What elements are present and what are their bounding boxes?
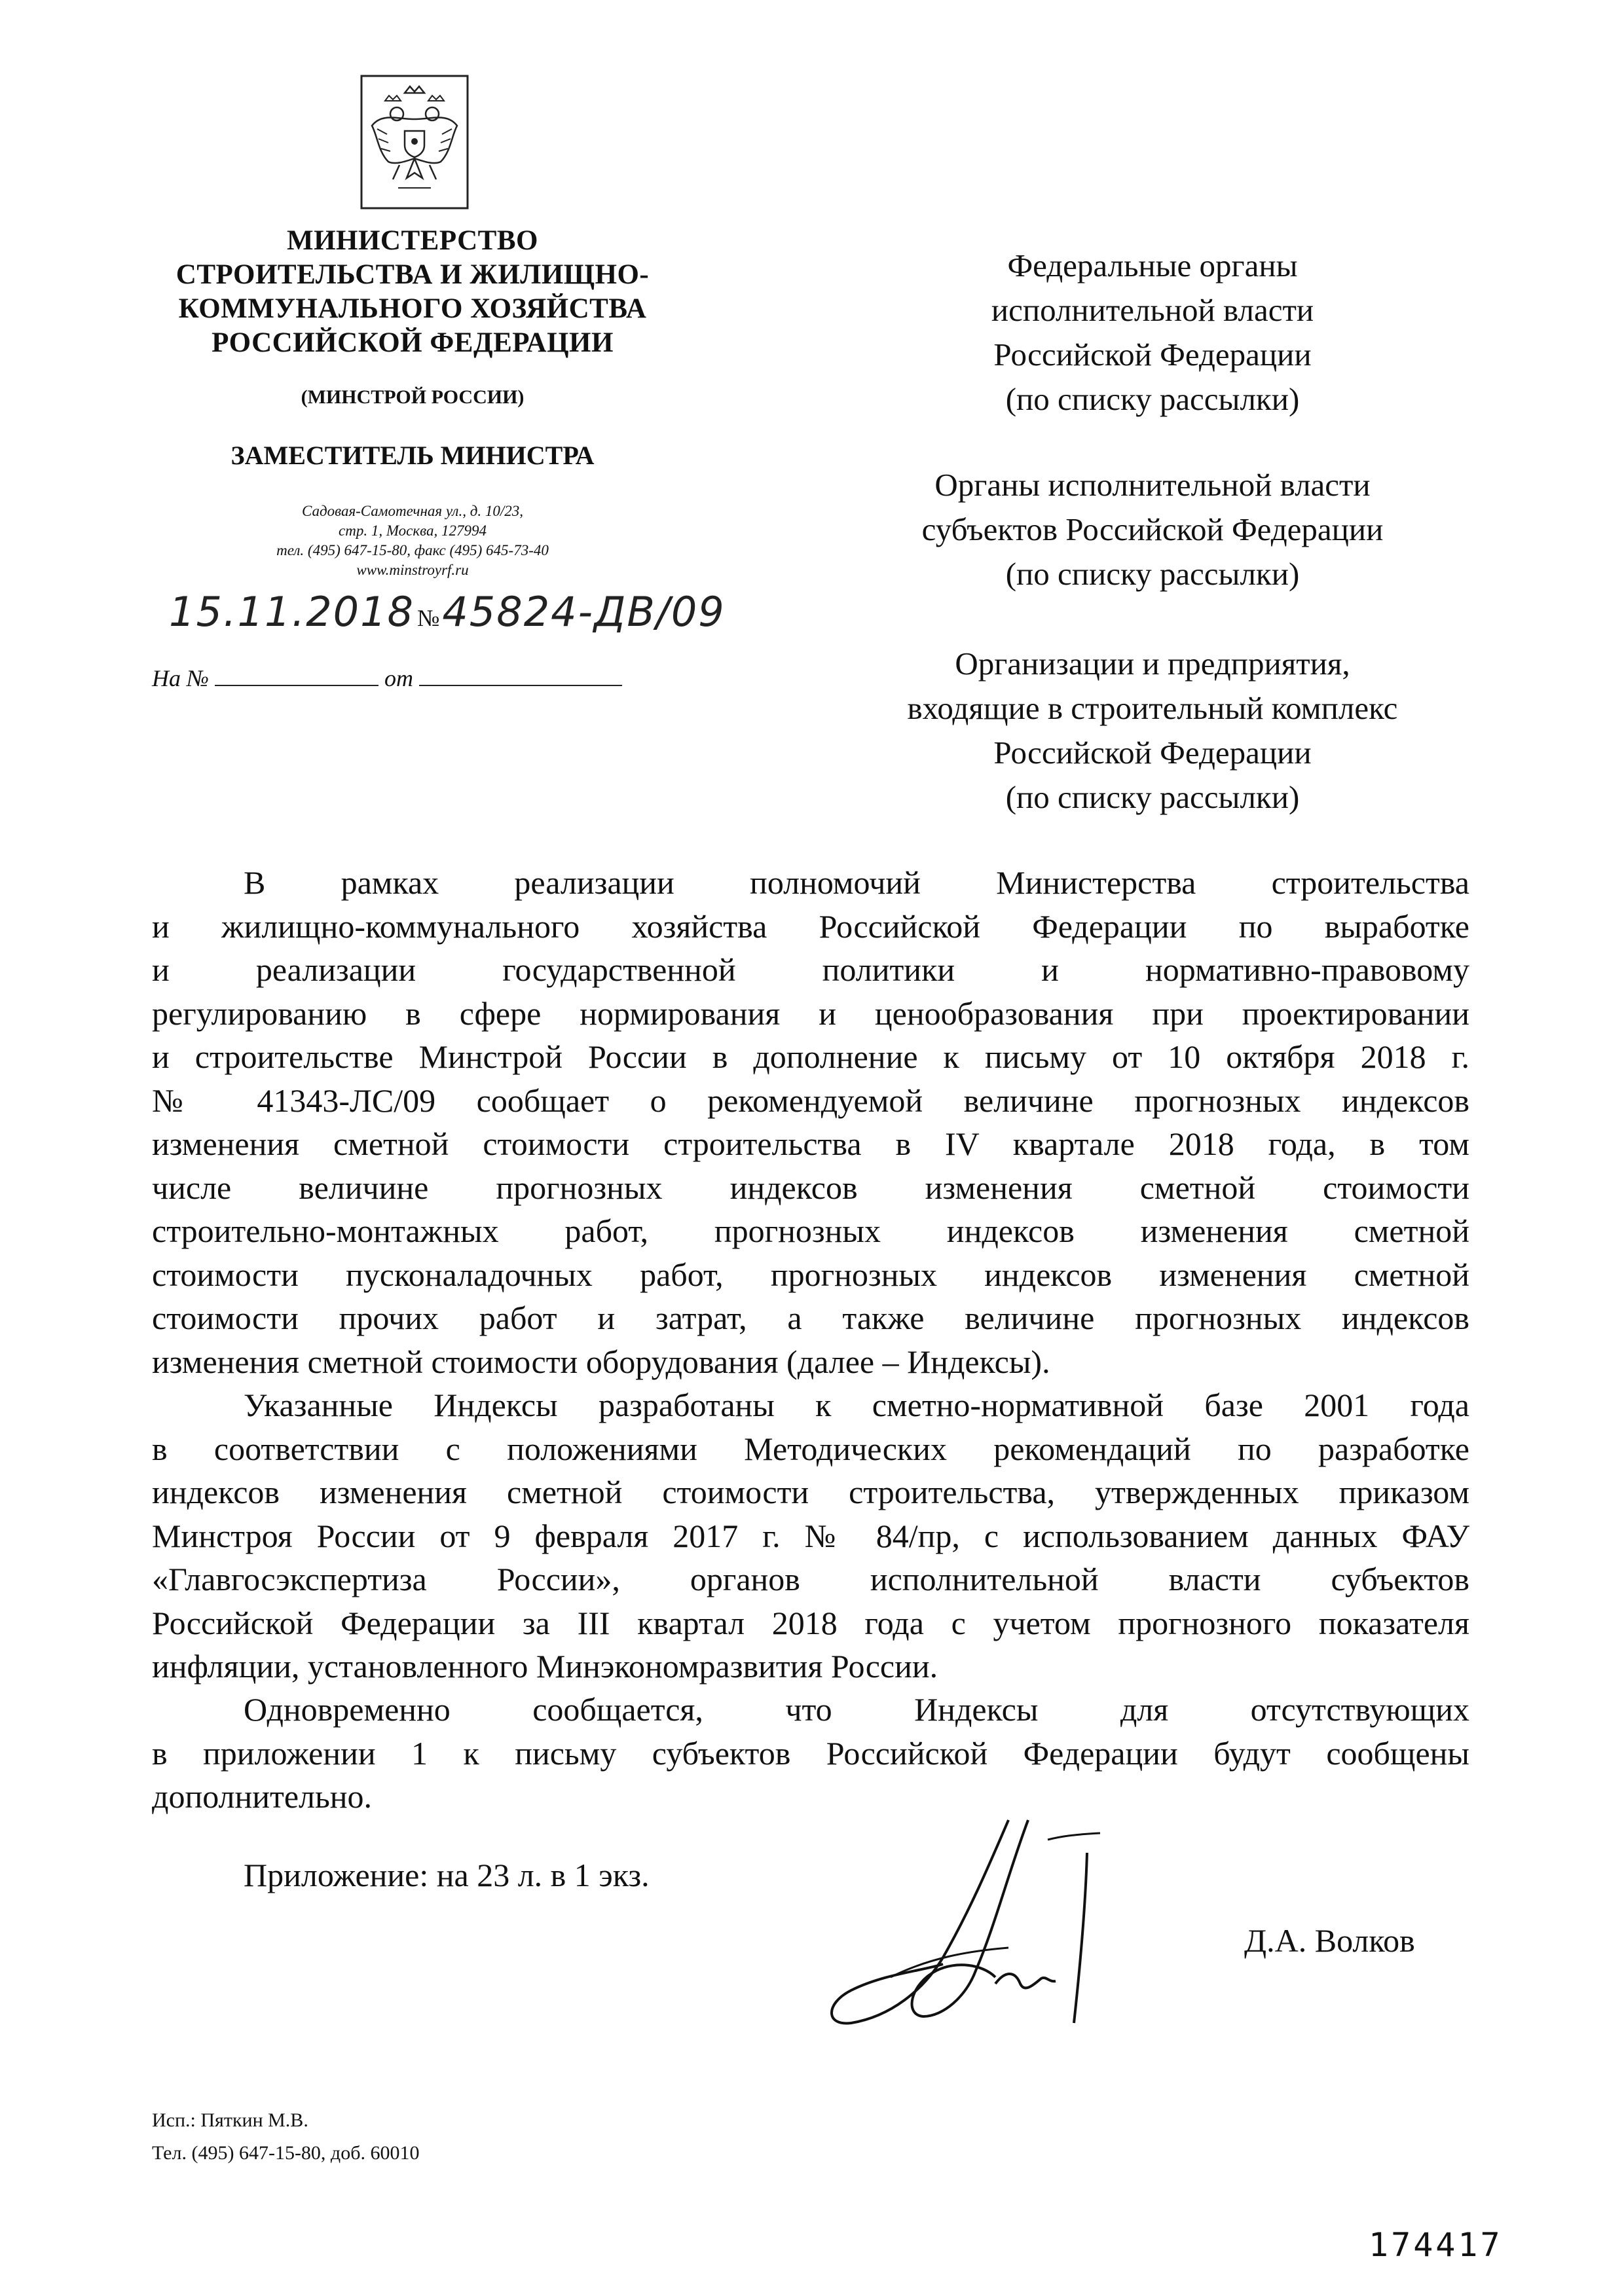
text-line: стоимости прочих работ и затрат, а также величине прогнозных индексов <box>152 1300 1469 1336</box>
attachment-note: Приложение: на 23 л. в 1 экз. <box>244 1857 650 1893</box>
text-line: и строительстве Минстрой России в дополнение к письму от 10 октября 2018 г. <box>152 1038 1469 1075</box>
text-line: Одновременно сообщается, что Индексы для отсутствующих <box>244 1691 1469 1728</box>
ministry-short-name: (МИНСТРОЙ РОССИИ) <box>301 386 525 408</box>
text-line: строительно-монтажных работ, прогнозных индексов изменения сметной <box>152 1212 1469 1249</box>
address-line: www.minstroyrf.ru <box>356 562 469 578</box>
text-line: регулированию в сфере нормирования и ценообразования при проектировании <box>152 994 1469 1032</box>
addressee-line: Российской Федерации <box>993 735 1312 771</box>
body-paragraph-2 <box>152 1383 1469 1688</box>
addressee-line: Федеральные органы <box>1007 247 1298 283</box>
text-line: Российской Федерации за III квартал 2018 года с учетом прогнозного показателя <box>152 1604 1469 1641</box>
text-line: изменения сметной стоимости строительства в IV квартале 2018 года, в том <box>152 1125 1469 1162</box>
addressee-line: Организации и предприятия, <box>955 646 1350 682</box>
coat-of-arms-icon <box>359 73 470 211</box>
text-line: изменения сметной стоимости оборудования (далее – Индексы). <box>152 1343 1050 1380</box>
registration-date: 15.11.2018 <box>169 588 415 636</box>
text-line: в соответствии с положениями Методических рекомендаций по разработке <box>152 1430 1469 1467</box>
text-line: «Главгосэкспертиза России», органов исполнительной власти субъектов <box>152 1561 1469 1597</box>
reference-prefix: На № <box>152 665 209 691</box>
number-sign: № <box>417 605 440 631</box>
addressee-line: (по списку рассылки) <box>1005 556 1300 592</box>
ministry-name-line: МИНИСТЕРСТВО <box>287 225 538 256</box>
signature-icon <box>812 1807 1113 2043</box>
registration-number: 45824-ДВ/09 <box>442 588 726 636</box>
registration-line <box>169 588 745 640</box>
addressee-line: входящие в строительный комплекс <box>907 690 1398 726</box>
text-line: № 41343-ЛС/09 сообщает о рекомендуемой величине прогнозных индексов <box>152 1082 1469 1119</box>
text-line: стоимости пусконаладочных работ, прогнозных индексов изменения сметной <box>152 1256 1469 1293</box>
reference-number-blank <box>215 663 378 686</box>
reference-line <box>152 663 663 692</box>
text-line: Указанные Индексы разработаны к сметно-нормативной базе 2001 года <box>244 1387 1469 1423</box>
executor-phone: Тел. (495) 647-15-80, доб. 60010 <box>152 2142 420 2164</box>
addressee-line: Российской Федерации <box>993 337 1312 373</box>
address-line: стр. 1, Москва, 127994 <box>339 522 487 539</box>
addressee-line: субъектов Российской Федерации <box>921 511 1384 547</box>
text-line: и жилищно-коммунального хозяйства Российской Федерации по выработке <box>152 907 1469 945</box>
address-line: тел. (495) 647-15-80, факс (495) 645-73-40 <box>276 542 549 558</box>
ministry-name-line: РОССИЙСКОЙ ФЕДЕРАЦИИ <box>212 327 614 358</box>
addressee-line: (по списку рассылки) <box>1005 381 1300 417</box>
text-line: в приложении 1 к письму субъектов Российской Федерации будут сообщены <box>152 1734 1469 1772</box>
text-line: числе величине прогнозных индексов изменения сметной стоимости <box>152 1169 1469 1206</box>
reference-from: от <box>384 665 413 691</box>
addressee-line: Органы исполнительной власти <box>934 467 1371 503</box>
address-line: Садовая-Самотечная ул., д. 10/23, <box>302 503 523 519</box>
addressee-line: (по списку рассылки) <box>1005 779 1300 815</box>
text-line: и реализации государственной политики и нормативно-правовому <box>152 951 1469 988</box>
ministry-name-line: СТРОИТЕЛЬСТВА И ЖИЛИЩНО- <box>175 259 650 290</box>
text-line: индексов изменения сметной стоимости строительства, утвержденных приказом <box>152 1474 1469 1510</box>
body-paragraph-3 <box>152 1688 1469 1819</box>
addressee-line: исполнительной власти <box>991 292 1314 328</box>
reference-date-blank <box>419 663 622 686</box>
ministry-name-line: КОММУНАЛЬНОГО ХОЗЯЙСТВА <box>178 293 647 324</box>
text-line: В рамках реализации полномочий Министерства строительства <box>244 864 1469 901</box>
document-code: 174417 <box>1369 2226 1503 2264</box>
position-title: ЗАМЕСТИТЕЛЬ МИНИСТРА <box>231 441 595 470</box>
signer-name: Д.А. Волков <box>1244 1922 1415 1959</box>
body-paragraph-1 <box>152 861 1469 1383</box>
text-line: инфляции, установленного Минэкономразвития России. <box>152 1648 938 1685</box>
executor-name: Исп.: Пяткин М.В. <box>152 2109 308 2131</box>
text-line: дополнительно. <box>152 1778 373 1815</box>
text-line: Минстроя России от 9 февраля 2017 г. № 84/пр, с использованием данных ФАУ <box>152 1517 1469 1554</box>
